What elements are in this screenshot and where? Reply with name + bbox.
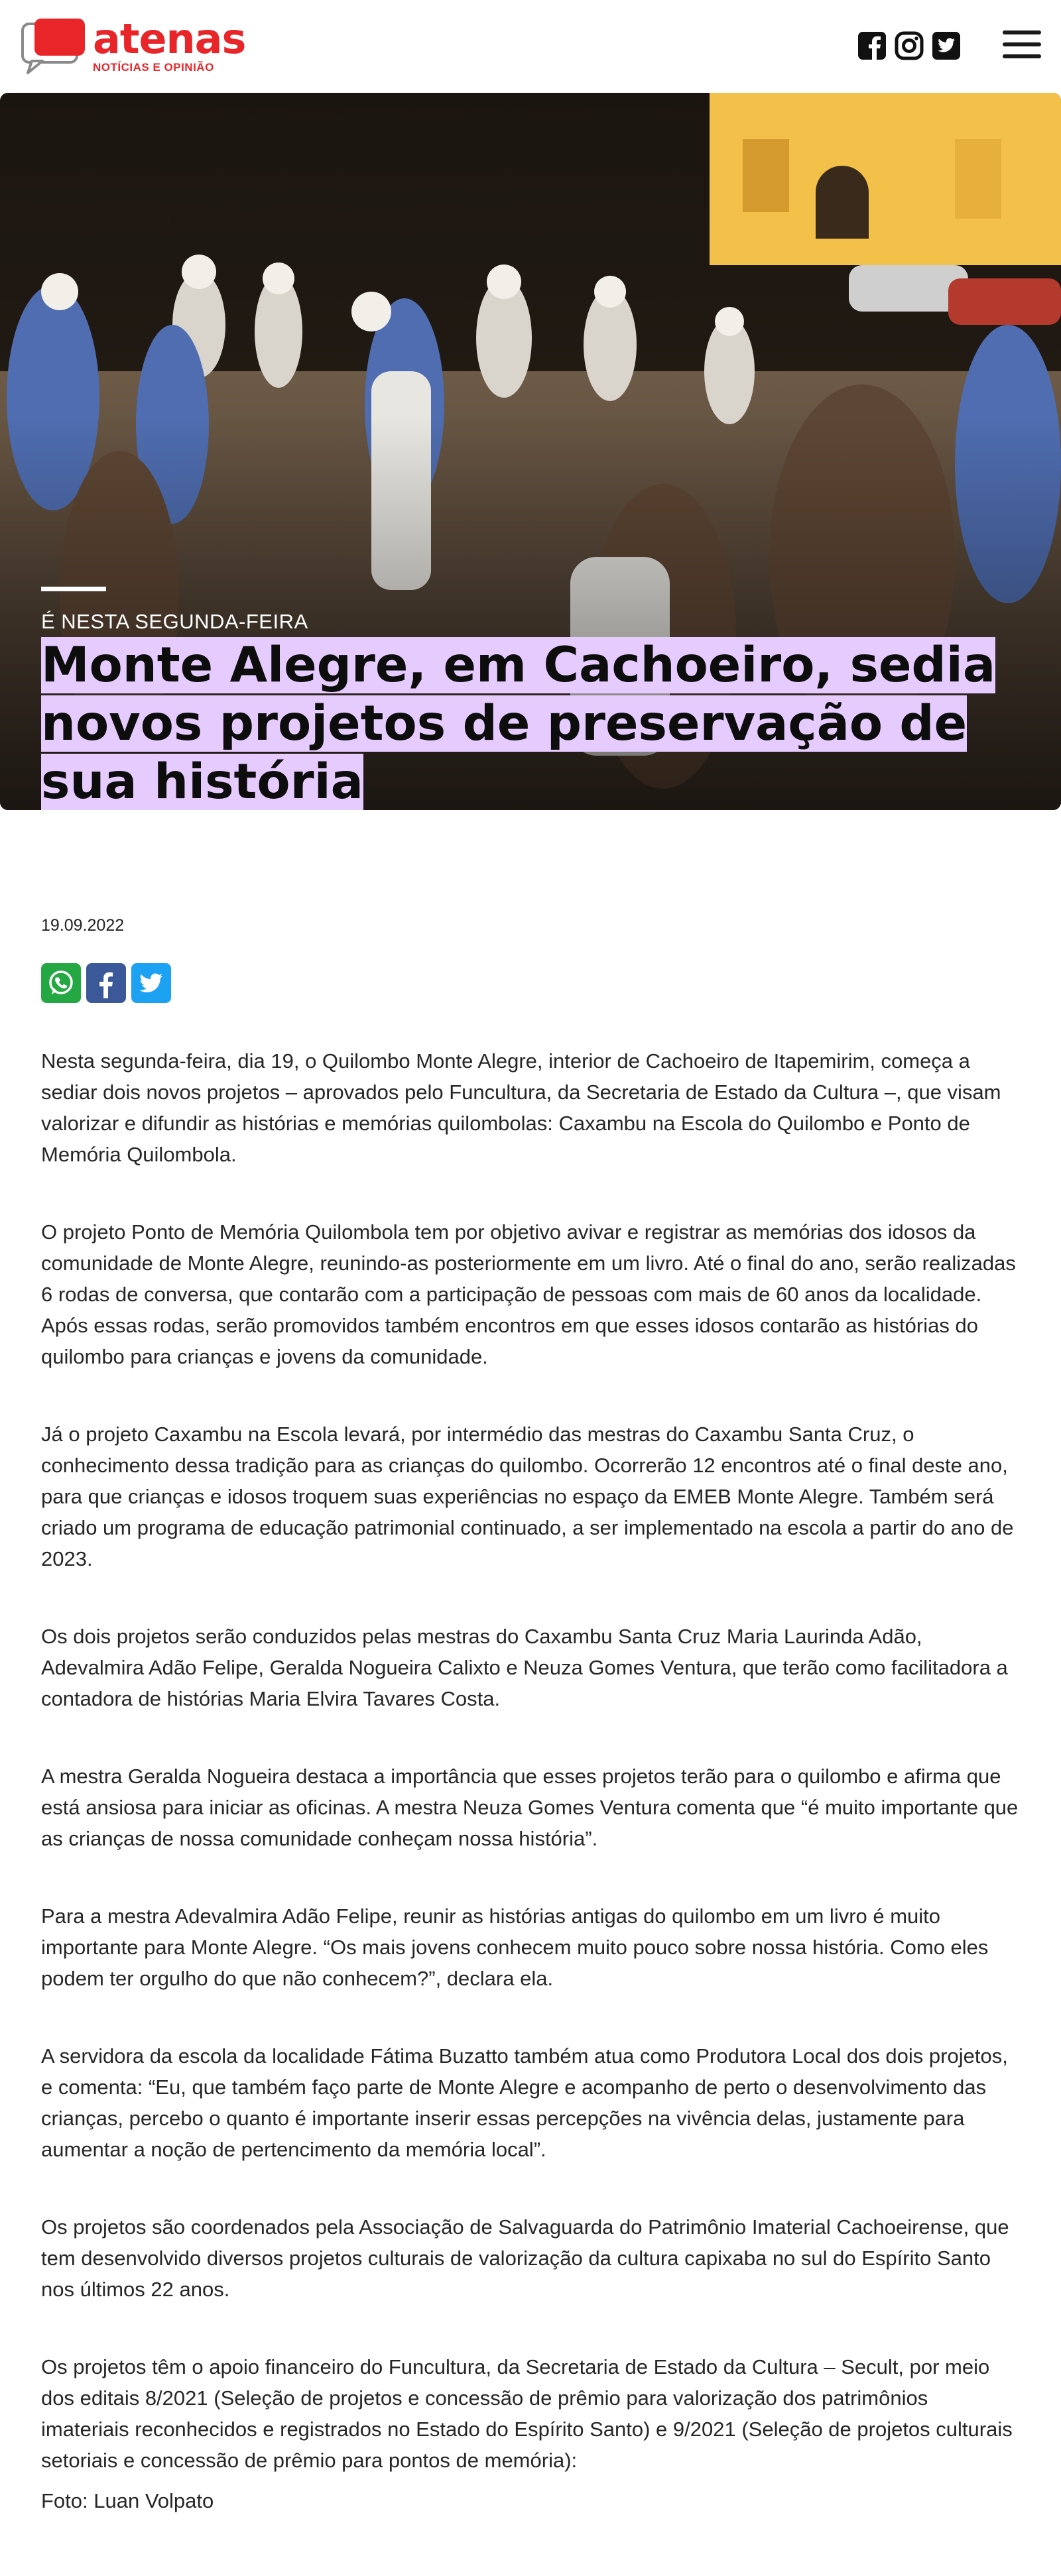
- site-header: [0, 0, 1061, 93]
- article-paragraph: Os projetos têm o apoio financeiro do Funcultura, da Secretaria de Estado da Cultura – Secult, por meio dos editais 8/2021 (Seleção de projetos e concessão de prêmio para valorização dos patrimônios imateriais reconhecidos e registrados no Estado do Espírito Santo) e 9/2021 (Seleção de projetos culturais setoriais e concessão de prêmio para pontos de memória):: [41, 2355, 1013, 2472]
- article-paragraph: O projeto Ponto de Memória Quilombola tem por objetivo avivar e registrar as memórias dos idosos da comunidade de Monte Alegre, reunindo-as posteriormente em um livro. Até o final do ano, serão realizadas 6 rodas de conversa, que contarão com a participação de pessoas com mais de 60 anos da localidade. Após essas rodas, serão promovidos também encontros em que esses idosos contarão as histórias do quilombo para crianças e jovens da comunidade.: [41, 1220, 1016, 1368]
- publish-date: 19.09.2022: [41, 916, 125, 935]
- article-paragraph: A servidora da escola da localidade Fátima Buzatto também atua como Produtora Local dos dois projetos, e comenta: “Eu, que também faço parte de Monte Alegre e acompanho de perto o desenvolvimento das crianças, percebo o quanto é importante inserir essas percepções na vivência delas, justamente para aumentar a noção de pertencimento da memória local”.: [41, 2044, 1008, 2161]
- article-paragraph: Para a mestra Adevalmira Adão Felipe, reunir as histórias antigas do quilombo em um livro é muito importante para Monte Alegre. “Os mais jovens conhecem muito pouco sobre nossa história. Como eles podem ter orgulho do que não conhecem?”, declara ela.: [41, 1904, 989, 1990]
- facebook-icon[interactable]: [86, 963, 126, 1003]
- hero-caption: [41, 587, 1021, 810]
- hero-accent-rule: [41, 587, 106, 591]
- article-headline[interactable]: [41, 636, 1021, 810]
- article-paragraph: A mestra Geralda Nogueira destaca a importância que esses projetos terão para o quilombo e afirma que está ansiosa para iniciar as oficinas. A mestra Neuza Gomes Ventura comenta que “é muito importante que as crianças de nossa comunidade conheçam nossa história”.: [41, 1765, 1019, 1850]
- hamburger-menu-icon[interactable]: [1003, 30, 1041, 58]
- menu-line: [1003, 54, 1041, 58]
- whatsapp-icon[interactable]: [41, 963, 81, 1003]
- menu-line: [1003, 30, 1041, 34]
- twitter-icon[interactable]: [931, 30, 962, 64]
- article-paragraphs: [41, 1045, 1020, 2476]
- twitter-icon[interactable]: [131, 963, 171, 1003]
- article-body: [0, 916, 1061, 2516]
- share-buttons: [41, 963, 1020, 1003]
- photo-credit: Foto: Luan Volpato: [41, 2489, 214, 2512]
- brand-tagline: NOTÍCIAS E OPINIÃO: [93, 61, 214, 74]
- article-paragraph: Os projetos são coordenados pela Associação de Salvaguarda do Patrimônio Imaterial Cachoeirense, que tem desenvolvido diversos projetos culturais de valorização da cultura capixaba no sul do Espírito Santo nos últimos 22 anos.: [41, 2215, 1009, 2301]
- article-paragraph: Os dois projetos serão conduzidos pelas mestras do Caxambu Santa Cruz Maria Laurinda Adão, Adevalmira Adão Felipe, Geralda Nogueira Calixto e Neuza Gomes Ventura, que terão como facilitadora a contadora de histórias Maria Elvira Tavares Costa.: [41, 1625, 1008, 1710]
- site-logo[interactable]: [20, 15, 246, 74]
- header-social-links: [857, 30, 962, 64]
- headline-text: Monte Alegre, em Cachoeiro, sedia novos projetos de preservação de sua história: [41, 637, 996, 810]
- menu-line: [1003, 42, 1041, 46]
- hero-banner[interactable]: [0, 93, 1061, 810]
- article-paragraph: Já o projeto Caxambu na Escola levará, por intermédio das mestras do Caxambu Santa Cruz, o conhecimento dessa tradição para as crianças do quilombo. Ocorrerão 12 encontros até o final deste ano, para que crianças e idosos troquem suas experiências no espaço da EMEB Monte Alegre. Também será criado um programa de educação patrimonial continuado, a ser implementado na escola a partir do ano de 2023.: [41, 1423, 1014, 1570]
- speech-bubble-logo-icon: [20, 19, 86, 74]
- article-paragraph: Nesta segunda-feira, dia 19, o Quilombo Monte Alegre, interior de Cachoeiro de Itapemirim, começa a sediar dois novos projetos – aprovados pelo Funcultura, da Secretaria de Estado da Cultura –, que visam valorizar e difundir as histórias e memórias quilombolas: Caxambu na Escola do Quilombo e Ponto de Memória Quilombola.: [41, 1049, 1001, 1166]
- instagram-icon[interactable]: [894, 30, 924, 64]
- brand-name: atenas: [93, 15, 246, 63]
- hero-kicker: É NESTA SEGUNDA-FEIRA: [41, 610, 308, 633]
- facebook-icon[interactable]: [857, 30, 887, 64]
